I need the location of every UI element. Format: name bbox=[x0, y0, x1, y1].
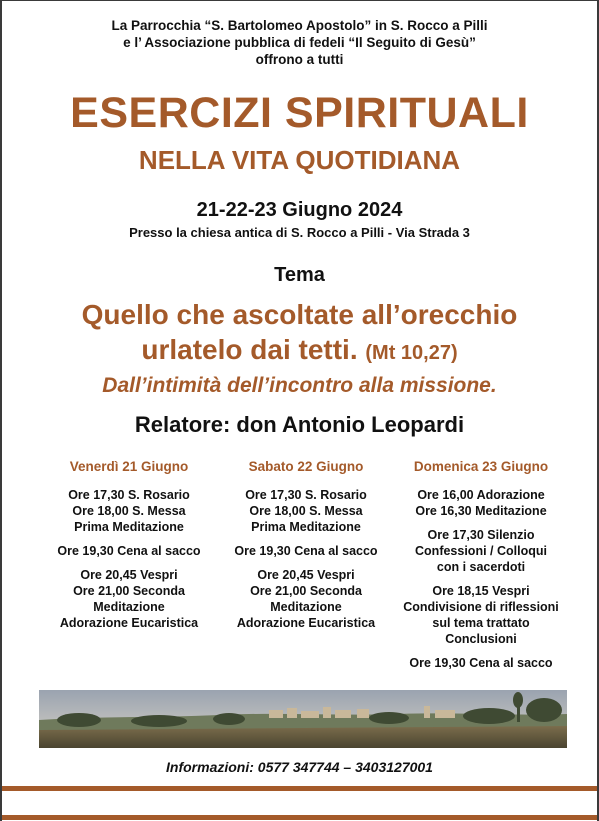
schedule-block bbox=[40, 543, 218, 559]
schedule-line: Ore 16,30 Meditazione bbox=[415, 504, 547, 518]
theme-quote-line1: Quello che ascoltate all’orecchio bbox=[81, 299, 518, 330]
theme-quote-reference: (Mt 10,27) bbox=[365, 342, 458, 364]
theme-mission: Dall’intimità dell’incontro alla missione. bbox=[102, 374, 497, 397]
schedule-line: sul tema trattato bbox=[432, 616, 530, 630]
schedule-block bbox=[220, 567, 392, 631]
intro-line-offer: offrono a tutti bbox=[255, 52, 344, 67]
schedule-line: Condivisione di riflessioni bbox=[403, 600, 559, 614]
schedule-line: Prima Meditazione bbox=[251, 520, 361, 534]
schedule-line: Ore 18,00 S. Messa bbox=[72, 504, 186, 518]
program-sunday bbox=[392, 459, 570, 679]
theme-quote bbox=[2, 297, 597, 371]
schedule-line: Conclusioni bbox=[445, 632, 517, 646]
theme-quote-line2 bbox=[2, 332, 597, 371]
theme-label: Tema bbox=[274, 264, 325, 286]
schedule-block bbox=[40, 487, 218, 535]
schedule-line: Ore 18,15 Vespri bbox=[432, 584, 530, 598]
schedule-block bbox=[392, 583, 570, 647]
schedule-line: Ore 17,30 S. Rosario bbox=[68, 488, 190, 502]
schedule-line: Ore 21,00 Seconda bbox=[250, 584, 362, 598]
schedule-line: Meditazione bbox=[93, 600, 165, 614]
divider-bar bbox=[2, 786, 597, 791]
saturday-heading: Sabato 22 Giugno bbox=[248, 459, 364, 474]
divider-bar bbox=[2, 815, 597, 820]
schedule-line: Meditazione bbox=[270, 600, 342, 614]
schedule-block bbox=[220, 487, 392, 535]
schedule-line: Ore 19,30 Cena al sacco bbox=[57, 544, 201, 558]
schedule-line: Ore 20,45 Vespri bbox=[80, 568, 178, 582]
schedule-block bbox=[392, 527, 570, 575]
schedule-line: con i sacerdoti bbox=[436, 560, 526, 574]
event-dates: 21-22-23 Giugno 2024 bbox=[196, 199, 403, 221]
schedule-line: Ore 20,45 Vespri bbox=[257, 568, 355, 582]
intro-text bbox=[2, 17, 597, 68]
schedule-line: Ore 19,30 Cena al sacco bbox=[234, 544, 378, 558]
schedule-line: Ore 17,30 S. Rosario bbox=[245, 488, 367, 502]
intro-line-parish: La Parrocchia “S. Bartolomeo Apostolo” in S. Rocco a Pilli bbox=[111, 18, 488, 33]
subtitle: NELLA VITA QUOTIDIANA bbox=[138, 145, 461, 175]
program-friday bbox=[40, 459, 218, 639]
schedule-line: Ore 18,00 S. Messa bbox=[249, 504, 363, 518]
schedule-line: Adorazione Eucaristica bbox=[236, 616, 376, 630]
landscape-illustration bbox=[39, 690, 567, 748]
contact-info: Informazioni: 0577 347744 – 3403127001 bbox=[166, 759, 433, 775]
schedule-line: Ore 16,00 Adorazione bbox=[417, 488, 545, 502]
program-saturday bbox=[220, 459, 392, 639]
schedule-line: Ore 19,30 Cena al sacco bbox=[409, 656, 553, 670]
schedule-line: Adorazione Eucaristica bbox=[59, 616, 199, 630]
landscape-photo bbox=[39, 690, 567, 748]
schedule-line: Ore 17,30 Silenzio bbox=[427, 528, 535, 542]
schedule-block bbox=[392, 487, 570, 519]
schedule-line: Confessioni / Colloqui bbox=[415, 544, 547, 558]
schedule-block bbox=[220, 543, 392, 559]
schedule-block bbox=[392, 655, 570, 671]
event-place: Presso la chiesa antica di S. Rocco a Pilli - Via Strada 3 bbox=[129, 225, 470, 240]
sunday-heading: Domenica 23 Giugno bbox=[413, 459, 549, 474]
speaker: Relatore: don Antonio Leopardi bbox=[134, 412, 465, 437]
intro-line-association: e l’ Associazione pubblica di fedeli “Il Seguito di Gesù” bbox=[123, 35, 476, 50]
schedule-line: Prima Meditazione bbox=[74, 520, 184, 534]
friday-heading: Venerdì 21 Giugno bbox=[69, 459, 189, 474]
main-title: ESERCIZI SPIRITUALI bbox=[70, 89, 529, 137]
theme-quote-line2-text: urlatelo dai tetti. bbox=[141, 334, 358, 365]
schedule-block bbox=[40, 567, 218, 631]
schedule-line: Ore 21,00 Seconda bbox=[73, 584, 185, 598]
